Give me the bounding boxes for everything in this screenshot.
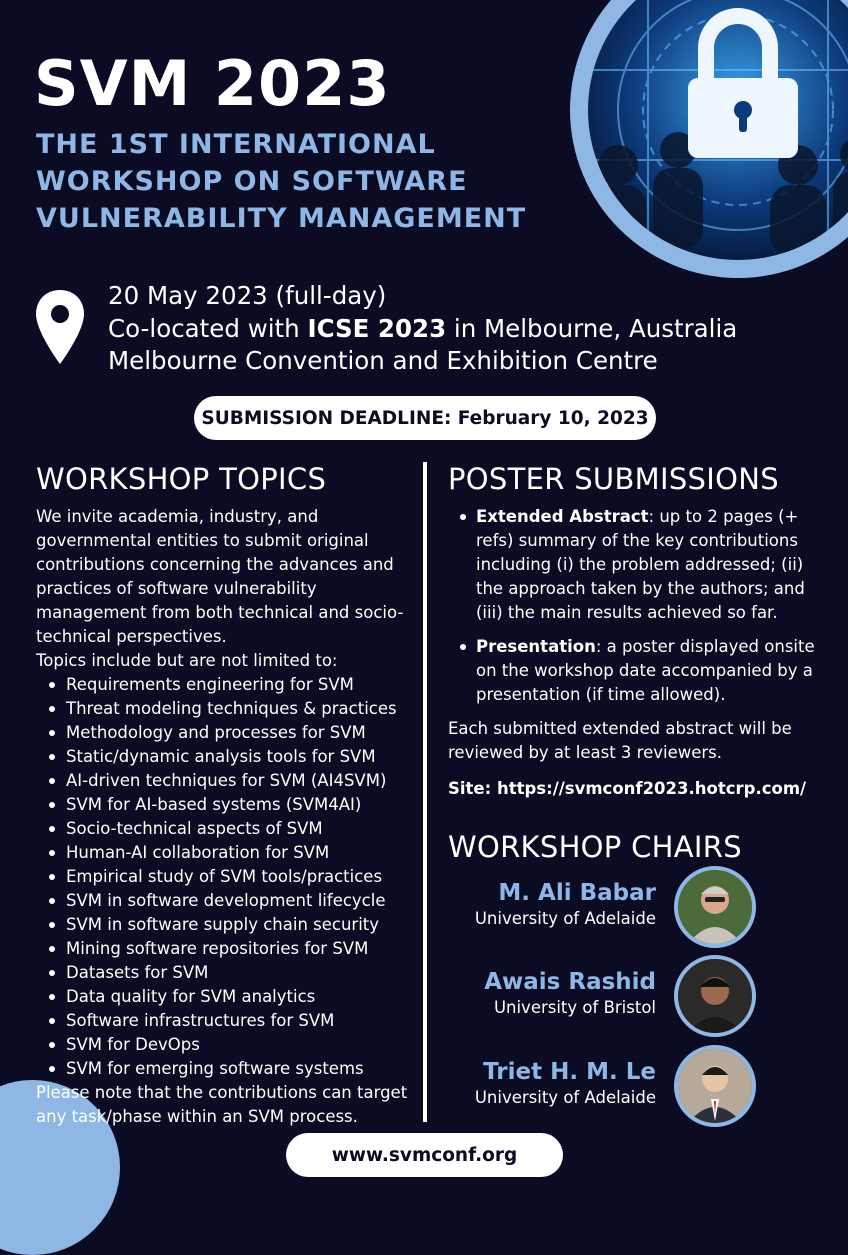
chair-name: Triet H. M. Le	[483, 1059, 656, 1085]
poster-note: Each submitted extended abstract will be reviewed by at least 3 reviewers.	[448, 719, 792, 762]
chair-card	[440, 1045, 756, 1127]
chair-photo-avatar	[674, 1045, 756, 1127]
event-colocation: Co-located with ICSE 2023 in Melbourne, Australia	[108, 313, 738, 343]
poster-section	[448, 505, 820, 801]
chair-name: M. Ali Babar	[498, 880, 656, 906]
list-item: Presentation: a poster displayed onsite on the workshop date accompanied by a presentation (if time allowed).	[476, 635, 820, 707]
website-link[interactable]: www.svmconf.org	[286, 1133, 563, 1177]
list-item: Socio-technical aspects of SVM	[66, 817, 416, 841]
list-item: Mining software repositories for SVM	[66, 937, 416, 961]
list-item: Requirements engineering for SVM	[66, 673, 416, 697]
subtitle-line: VULNERABILITY MANAGEMENT	[36, 203, 527, 234]
list-item: AI-driven techniques for SVM (AI4SVM)	[66, 769, 416, 793]
poster-list	[448, 505, 820, 707]
poster-heading: POSTER SUBMISSIONS	[448, 462, 779, 496]
list-item: Empirical study of SVM tools/practices	[66, 865, 416, 889]
submission-site-link[interactable]: Site: https://svmconf2023.hotcrp.com/	[448, 779, 807, 798]
list-item: SVM for AI-based systems (SVM4AI)	[66, 793, 416, 817]
event-venue: Melbourne Convention and Exhibition Centre	[108, 346, 658, 375]
topics-lead: Topics include but are not limited to:	[36, 651, 338, 670]
chairs-heading: WORKSHOP CHAIRS	[448, 830, 742, 864]
list-item: Human-AI collaboration for SVM	[66, 841, 416, 865]
subtitle-line: WORKSHOP ON SOFTWARE	[36, 166, 468, 197]
chair-card	[440, 866, 756, 948]
padlock-illustration	[548, 0, 848, 310]
list-item: SVM for emerging software systems	[66, 1057, 416, 1081]
event-date: 20 May 2023 (full-day)	[108, 281, 387, 310]
list-item: SVM in software development lifecycle	[66, 889, 416, 913]
list-item: Software infrastructures for SVM	[66, 1009, 416, 1033]
chair-card	[440, 955, 756, 1037]
topics-list	[36, 673, 416, 1081]
topics-closing: Please note that the contributions can target any task/phase within an SVM process.	[36, 1083, 408, 1126]
chair-affiliation: University of Bristol	[493, 998, 656, 1017]
list-item: Data quality for SVM analytics	[66, 985, 416, 1009]
subtitle-line: THE 1ST INTERNATIONAL	[36, 129, 436, 160]
workshop-subtitle	[36, 126, 536, 237]
page-title: SVM 2023	[34, 47, 391, 120]
submission-deadline-badge: SUBMISSION DEADLINE: February 10, 2023	[194, 396, 656, 440]
chair-affiliation: University of Adelaide	[474, 909, 656, 928]
chair-photo-avatar	[674, 866, 756, 948]
list-item: Datasets for SVM	[66, 961, 416, 985]
location-pin-icon	[34, 288, 86, 366]
column-divider	[423, 462, 427, 1122]
list-item: Extended Abstract: up to 2 pages (+ refs) summary of the key contributions including (i) the problem addressed; (ii) the approach taken by the authors; and (iii) the main results achieved so far.	[476, 505, 820, 625]
chair-name: Awais Rashid	[484, 969, 656, 995]
list-item: Static/dynamic analysis tools for SVM	[66, 745, 416, 769]
conference-name: ICSE 2023	[307, 313, 447, 343]
list-item: SVM for DevOps	[66, 1033, 416, 1057]
event-info	[108, 280, 737, 378]
chair-affiliation: University of Adelaide	[474, 1088, 656, 1107]
topics-heading: WORKSHOP TOPICS	[36, 462, 327, 496]
topics-intro: We invite academia, industry, and governmental entities to submit original contributions concerning the advances and practices of software vulnerability management from both technical and socio-technical perspectives.	[36, 507, 404, 646]
list-item: SVM in software supply chain security	[66, 913, 416, 937]
topics-section	[36, 505, 416, 1129]
list-item: Methodology and processes for SVM	[66, 721, 416, 745]
list-item: Threat modeling techniques & practices	[66, 697, 416, 721]
chair-photo-avatar	[674, 955, 756, 1037]
